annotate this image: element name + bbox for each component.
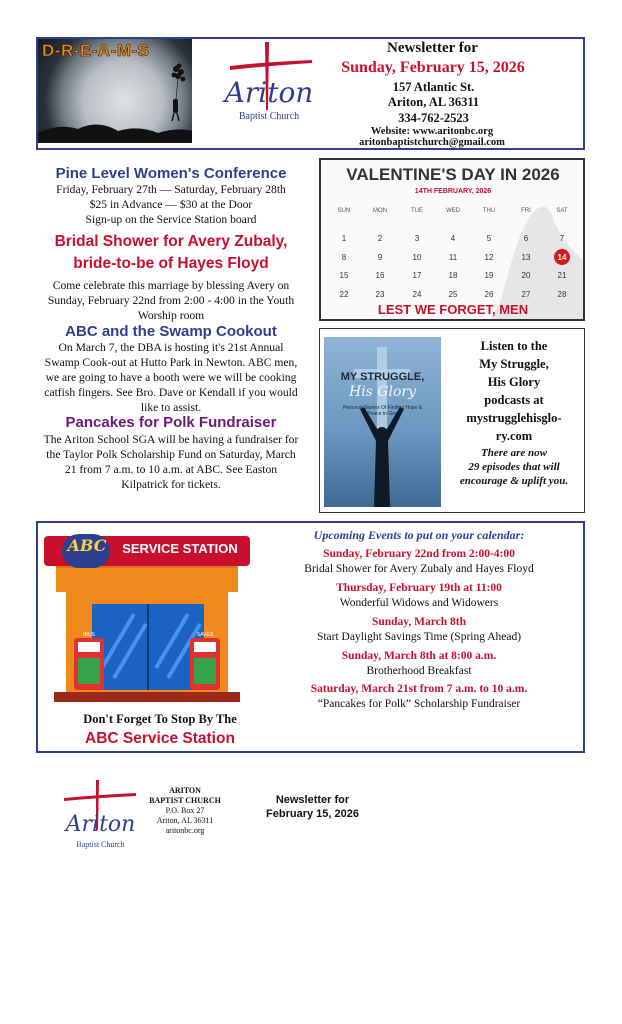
footer-logo-name: Ariton xyxy=(65,812,136,837)
footer-newsletter xyxy=(250,793,375,821)
calendar-date: 19 xyxy=(484,271,494,280)
calendar-day: MON xyxy=(373,208,387,214)
calendar-day: SAT xyxy=(556,208,568,214)
shower-body: Come celebrate this marriage by blessing Avery on Sunday, February 22nd from 2:00 - 4:00 in the Youth Worship room xyxy=(47,279,295,322)
website[interactable]: Website: www.aritonbc.org xyxy=(370,126,494,137)
calendar-date: 5 xyxy=(486,234,492,243)
calendar-date: 12 xyxy=(484,253,494,262)
podcast-line2: My Struggle, xyxy=(479,357,549,371)
calendar-date: 9 xyxy=(377,253,383,262)
address-street: 157 Atlantic St. xyxy=(392,80,475,94)
shower-title1: Bridal Shower for Avery Zubaly, xyxy=(54,233,288,250)
event-date: Thursday, February 19th at 11:00 xyxy=(336,582,502,594)
calendar-date: 16 xyxy=(375,271,385,280)
address-city: Ariton, AL 36311 xyxy=(387,95,480,109)
calendar-date-valentine: 14 xyxy=(557,253,567,262)
footer-church1: ARITON xyxy=(169,786,201,795)
event-date: Sunday, March 8th at 8:00 a.m. xyxy=(341,650,497,662)
pancakes-body: The Ariton School SGA will be having a fundraiser for the Taylor Polk Scholarship Fund on Saturday, March 21 from 7 a.m. to 10 a.m. at ABC. See Easton Kilpatrick for tickets. xyxy=(43,433,299,491)
conference-line1: Friday, February 27th — Saturday, February 28th xyxy=(56,183,286,196)
calendar-date: 20 xyxy=(521,271,531,280)
footer-nl2: February 15, 2026 xyxy=(266,808,359,820)
calendar-date: 11 xyxy=(448,253,458,262)
conference-line2: $25 in Advance — $30 at the Door xyxy=(89,198,253,211)
calendar-date: 7 xyxy=(559,234,565,243)
dreams-image xyxy=(38,39,192,143)
service-station-illustration xyxy=(44,528,250,708)
phone: 334-762-2523 xyxy=(398,111,469,125)
book-title2: His Glory xyxy=(348,384,416,400)
footer-po: P.O. Box 27 xyxy=(165,806,205,815)
calendar-date: 2 xyxy=(377,234,383,243)
calendar-date: 17 xyxy=(412,271,422,280)
event-desc: Wonderful Widows and Widowers xyxy=(339,597,499,609)
calendar-day: FRI xyxy=(521,208,531,214)
events-title: Upcoming Events to put on your calendar: xyxy=(313,528,525,542)
cross-icon xyxy=(324,337,441,507)
calendar-date: 15 xyxy=(339,271,349,280)
conference-line3: Sign-up on the Service Station board xyxy=(85,213,257,226)
pancakes-title: Pancakes for Polk Fundraiser xyxy=(65,414,277,431)
calendar-date: 13 xyxy=(521,253,531,262)
newsletter-date: Sunday, February 15, 2026 xyxy=(341,59,525,76)
podcast-note3: encourage & uplift you. xyxy=(459,475,569,487)
logo-sub: Baptist Church xyxy=(238,111,300,122)
shower-title2: bride-to-be of Hayes Floyd xyxy=(73,255,269,272)
podcast-note1: There are now xyxy=(481,447,547,459)
calendar-subtitle: 14TH FEBRUARY, 2026 xyxy=(414,188,492,195)
event-date: Sunday, March 8th xyxy=(371,616,467,628)
book-cover xyxy=(324,337,441,507)
pump-right-label: SAVES xyxy=(196,632,214,638)
calendar-date: 8 xyxy=(341,253,347,262)
cookout-body: On March 7, the DBA is hosting it's 21st Annual Swamp Cook-out at Hutto Park in Newton. ABC men, we are going to have a booth were we will be cooking catfish fingers. See Bro. Dave or Kendall if you would like to assist. xyxy=(44,341,298,414)
calendar-date: 22 xyxy=(339,290,349,299)
calendar-date: 1 xyxy=(341,234,347,243)
footer-web[interactable]: aritonbc.org xyxy=(165,826,205,835)
footer-logo-sub: Baptist Church xyxy=(76,840,125,849)
footer-church2: BAPTIST CHURCH xyxy=(149,796,221,805)
calendar-date: 6 xyxy=(523,234,529,243)
service-station-sign: SERVICE STATION xyxy=(122,541,238,556)
pump-left-label: IBUS xyxy=(83,632,95,638)
calendar-date: 25 xyxy=(448,290,458,299)
podcast-line4: podcasts at xyxy=(484,393,544,407)
calendar-day: TUE xyxy=(411,208,423,214)
book-title1: MY STRUGGLE, xyxy=(340,371,425,383)
calendar-day: SUN xyxy=(337,208,351,214)
calendar-date: 3 xyxy=(414,234,420,243)
logo-name: Ariton xyxy=(224,76,314,109)
calendar-date: 10 xyxy=(412,253,422,262)
calendar-date: 4 xyxy=(450,234,456,243)
event-desc: Bridal Shower for Avery Zubaly and Hayes Floyd xyxy=(304,563,534,575)
event-desc: Brotherhood Breakfast xyxy=(366,665,472,677)
event-desc: Start Daylight Savings Time (Spring Ahead) xyxy=(316,631,522,643)
newsletter-for: Newsletter for xyxy=(387,40,478,56)
footer-city: Ariton, AL 36311 xyxy=(156,816,214,825)
balloon-silhouette-icon xyxy=(38,39,192,143)
calendar-date: 18 xyxy=(448,271,458,280)
calendar-date: 24 xyxy=(412,290,422,299)
dreams-title: D-R-E-A-M-S xyxy=(42,41,150,60)
event-date: Saturday, March 21st from 7 a.m. to 10 a.m. xyxy=(310,683,528,695)
email[interactable]: aritonbaptistchurch@gmail.com xyxy=(359,137,505,148)
book-subtitle: Personal Stories Of Finding Hope & Peace In God xyxy=(342,405,423,417)
calendar-date: 23 xyxy=(375,290,385,299)
podcast-line3: His Glory xyxy=(487,375,541,389)
calendar-day: THU xyxy=(482,208,496,214)
cookout-title: ABC and the Swamp Cookout xyxy=(65,323,277,340)
podcast-url2[interactable]: ry.com xyxy=(495,429,533,443)
calendar-date: 26 xyxy=(484,290,494,299)
conference-title: Pine Level Women's Conference xyxy=(55,165,287,182)
abc-sign: ABC xyxy=(67,536,107,555)
station-caption1: Don't Forget To Stop By The xyxy=(83,712,237,726)
station-caption2: ABC Service Station xyxy=(85,730,235,747)
calendar-date: 21 xyxy=(557,271,567,280)
calendar-date: 28 xyxy=(557,290,567,299)
calendar-title: VALENTINE'S DAY IN 2026 xyxy=(346,165,560,184)
event-date: Sunday, February 22nd from 2:00-4:00 xyxy=(323,548,515,560)
event-desc: “Pancakes for Polk” Scholarship Fundraiser xyxy=(317,698,521,710)
podcast-note2: 29 episodes that will xyxy=(468,461,560,473)
podcast-url1[interactable]: mystrugglehisglo- xyxy=(466,411,562,425)
calendar-day: WED xyxy=(446,208,460,214)
footer-nl1: Newsletter for xyxy=(275,794,350,806)
podcast-line1: Listen to the xyxy=(480,339,548,353)
calendar-motto: LEST WE FORGET, MEN xyxy=(377,302,529,317)
footer-address xyxy=(140,786,230,836)
calendar-date: 27 xyxy=(521,290,531,299)
